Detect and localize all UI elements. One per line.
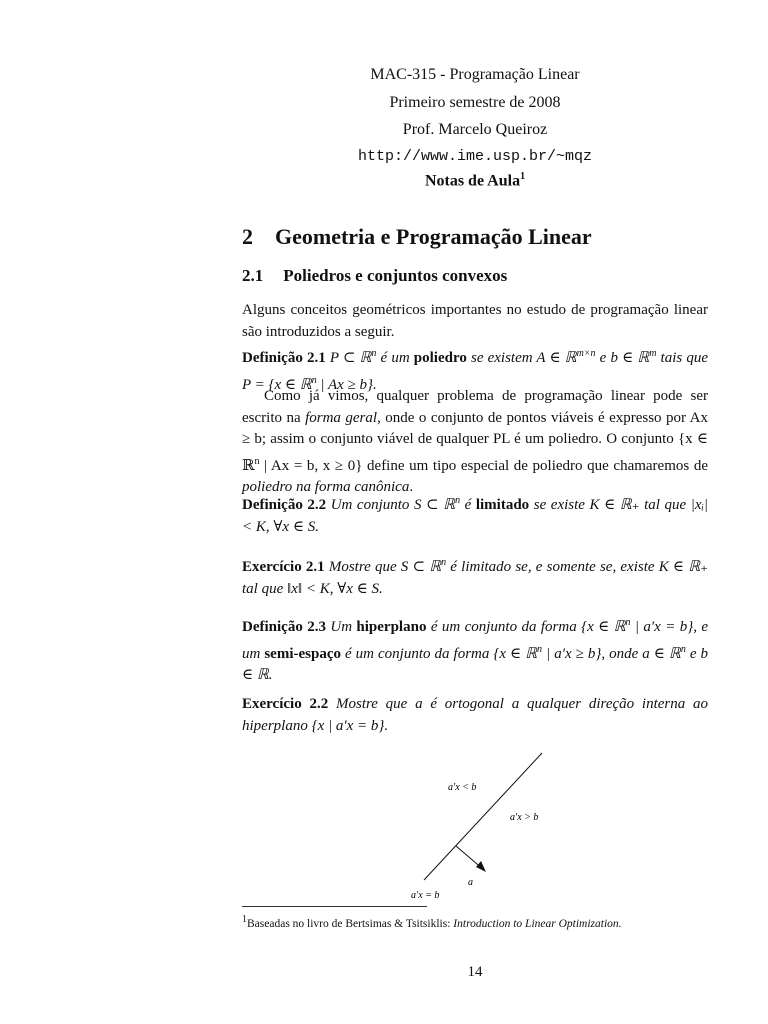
label-greater-than: a′x > b xyxy=(510,812,539,823)
course-title: MAC-315 - Programação Linear xyxy=(370,66,580,83)
footnote-rule xyxy=(242,906,427,907)
intro-paragraph: Alguns conceitos geométricos importantes no estudo de programação linear são introduzidos a seguir. xyxy=(242,302,708,340)
definition-2-1: Definição 2.1 P ⊂ ℝ$^n$ é um poliedro se existem A ∈ ℝ$^{m\times n}$ e b ∈ ℝ$^m$ tais que P = {x ∈ ℝ$^n$ | Ax ≥ b}. xyxy=(242,348,708,393)
url-link[interactable]: http://www.ime.usp.br/~mqz xyxy=(357,148,593,165)
label-vector-a: a xyxy=(468,877,473,888)
section-title: Geometria e Programação Linear xyxy=(275,224,592,249)
subsection-title: Poliedros e conjuntos convexos xyxy=(283,266,508,285)
hyperplane-figure xyxy=(392,748,562,908)
notes-title: Notas de Aula$^1$ xyxy=(424,171,526,190)
page-number: 14 xyxy=(467,964,483,980)
vector-arrowhead xyxy=(476,861,486,872)
section-number: 2 xyxy=(242,224,253,249)
subsection-heading xyxy=(242,266,507,286)
label-equal: a′x = b xyxy=(411,890,440,901)
definition-2-3: Definição 2.3 Um hiperplano é um conjunto da forma {x ∈ ℝ$^n$ | a′x = b}, e um semi-espaço é um conjunto da forma {x ∈ ℝ$^n$ | a′x ≥ b}, onde a ∈ ℝ$^n$ e b ∈ ℝ. xyxy=(242,617,709,683)
canonical-form-paragraph: Como já vimos, qualquer problema de programação linear pode ser escrito na forma geral, onde o conjunto de pontos viáveis é expresso por Ax ≥ b; assim o conjunto viável de qualquer PL é um poliedro. O conjunto {x ∈ ℝ$^n$ | Ax = b, x ≥ 0} define um tipo especial de poliedro que chamaremos de poliedro na forma canônica. xyxy=(242,388,709,495)
label-less-than: a′x < b xyxy=(448,782,477,793)
semester: Primeiro semestre de 2008 xyxy=(389,94,561,111)
definition-2-2: Definição 2.2 Um conjunto S ⊂ ℝ$^n$ é limitado se existe K ∈ ℝ₊ tal que |xᵢ| < K, ∀x ∈ S. xyxy=(242,495,708,535)
section-heading xyxy=(242,224,592,250)
exercise-2-1: Exercício 2.1 Mostre que S ⊂ ℝ$^n$ é limitado se, e somente se, existe K ∈ ℝ₊ tal que ‖x‖ < K, ∀x ∈ S. xyxy=(242,557,709,597)
footnote: $^1$Baseadas no livro de Bertsimas & Tsitsiklis: Introduction to Linear Optimization. xyxy=(242,914,622,930)
subsection-number: 2.1 xyxy=(242,266,264,285)
exercise-2-2: Exercício 2.2 Mostre que a é ortogonal a qualquer direção interna ao hiperplano {x | a′x = b}. xyxy=(242,696,709,734)
professor: Prof. Marcelo Queiroz xyxy=(402,121,548,138)
footnote-marker: 1 xyxy=(520,171,526,182)
